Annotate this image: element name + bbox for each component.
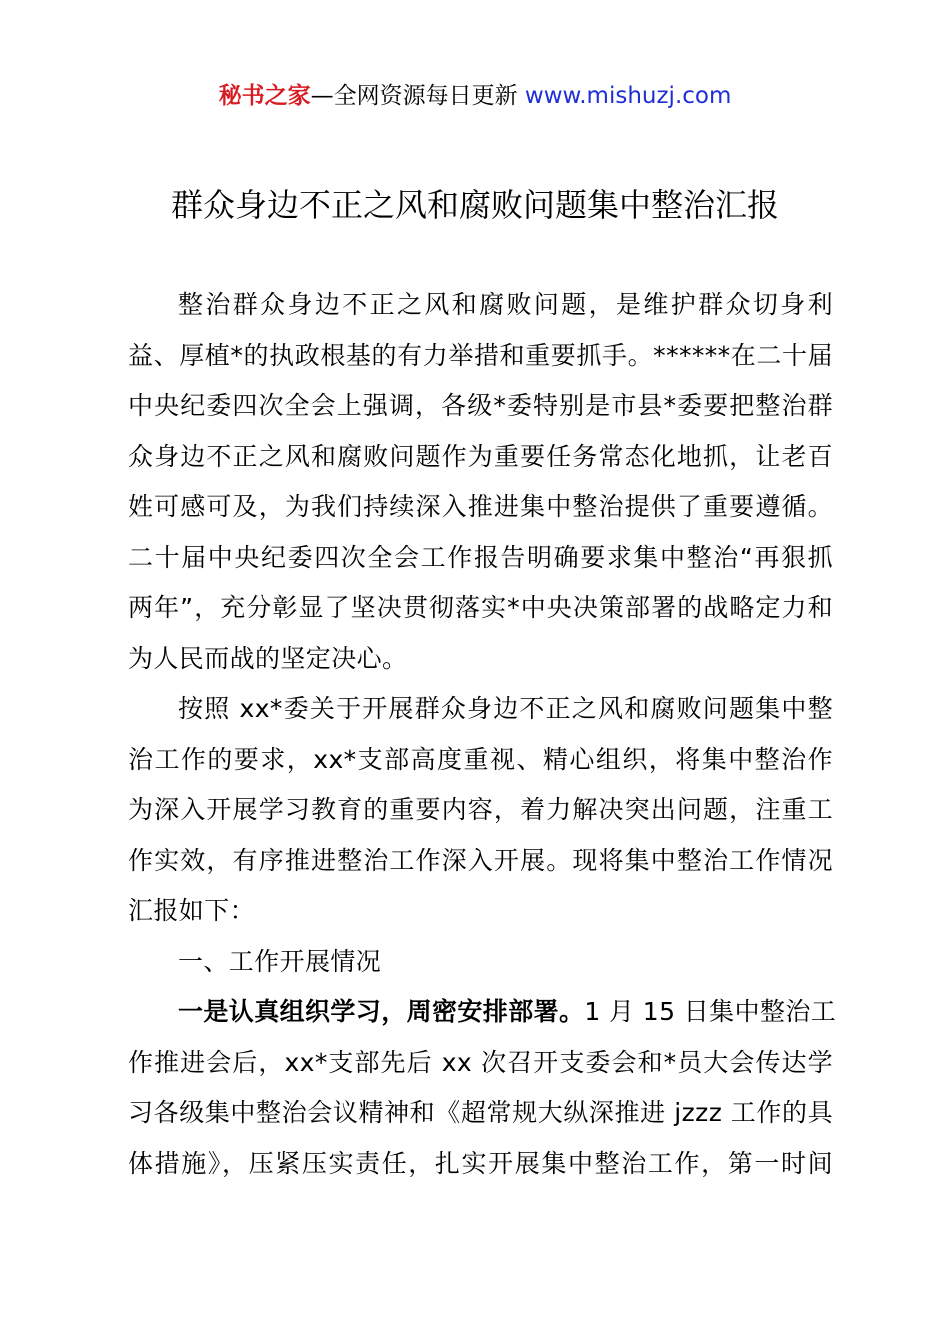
text-line: 治工作的要求，xx*支部高度重视、精心组织，将集中整治作 xyxy=(128,744,833,774)
document-body xyxy=(128,280,837,1189)
text-line: 按照 xx*委关于开展群众身边不正之风和腐败问题集中整 xyxy=(178,694,833,723)
text-line: 中央纪委四次全会上强调，各级*委特别是市县*委要把整治群 xyxy=(128,391,833,420)
text-line: 汇报如下： xyxy=(128,896,256,925)
site-link[interactable]: www.mishuzj.com xyxy=(517,83,732,109)
text-line: 益、厚植*的执政根基的有力举措和重要抓手。******在二十届 xyxy=(128,340,833,370)
brand-name: 秘书之家 xyxy=(218,83,311,109)
text-line: 作推进会后，xx*支部先后 xx 次召开支委会和*员大会传达学 xyxy=(128,1047,833,1077)
paragraph-lead: 一是认真组织学习，周密安排部署。 xyxy=(178,997,585,1026)
document-title: 群众身边不正之风和腐败问题集中整治汇报 xyxy=(170,186,779,224)
text-line: 体措施》，压紧压实责任，扎实开展集中整治工作，第一时间 xyxy=(128,1148,833,1178)
text-line: 为人民而战的坚定决心。 xyxy=(128,643,408,673)
header-slogan: —全网资源每日更新 xyxy=(310,83,518,109)
text-line: 众身边不正之风和腐败问题作为重要任务常态化地抓，让老百 xyxy=(128,441,833,471)
text-line: 习各级集中整治会议精神和《超常规大纵深推进 jzzz 工作的具 xyxy=(128,1098,833,1127)
paragraph-study xyxy=(128,987,837,1189)
site-header xyxy=(0,80,950,112)
section-heading: 一、工作开展情况 xyxy=(178,946,382,976)
paragraph-intro xyxy=(128,280,833,684)
text-line: 整治群众身边不正之风和腐败问题，是维护群众切身利 xyxy=(178,290,833,319)
text-line: 为深入开展学习教育的重要内容，着力解决突出问题，注重工 xyxy=(128,795,833,824)
text-line xyxy=(128,987,837,1038)
text-line: 作实效，有序推进整治工作深入开展。现将集中整治工作情况 xyxy=(128,845,833,875)
text-line: 两年”，充分彰显了坚决贯彻落实*中央决策部署的战略定力和 xyxy=(128,593,833,622)
paragraph-lead-rest: 1 月 15 日集中整治工 xyxy=(584,997,837,1026)
text-line: 姓可感可及，为我们持续深入推进集中整治提供了重要遵循。 xyxy=(128,492,833,521)
paragraph-background xyxy=(128,684,833,937)
text-line: 二十届中央纪委四次全会工作报告明确要求集中整治“再狠抓 xyxy=(128,542,833,572)
